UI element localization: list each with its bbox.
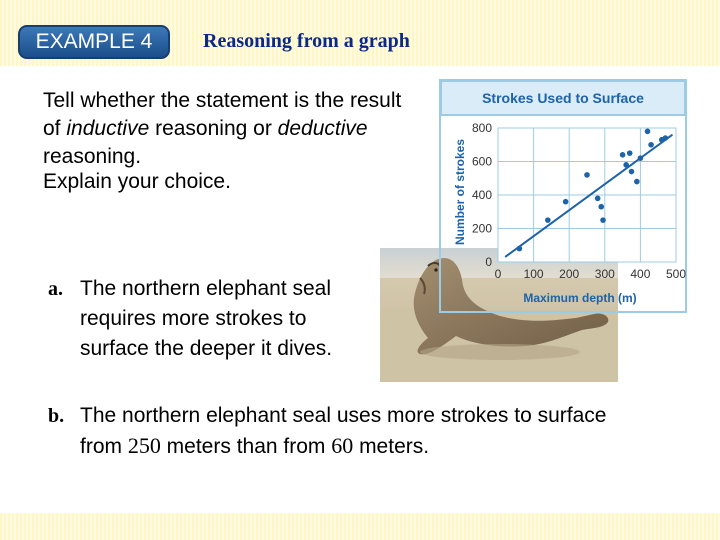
example-title: Reasoning from a graph [203, 30, 410, 52]
data-point [663, 135, 669, 141]
data-point [623, 162, 629, 168]
item-b-text [80, 401, 648, 462]
prompt-part-2: reasoning [149, 117, 248, 140]
scatter-chart [440, 80, 686, 312]
x-tick-label: 100 [523, 267, 544, 281]
example-badge: EXAMPLE 4 [18, 25, 170, 59]
prompt-part-1: Tell whether the statement is the result of [43, 89, 402, 140]
item-b-num-60: 60 [331, 433, 354, 458]
chart-plot [440, 80, 686, 312]
data-point [629, 169, 635, 175]
data-point [648, 142, 654, 148]
prompt-part-3: reasoning. [43, 145, 142, 168]
item-a-letter: a. [48, 278, 63, 300]
prompt-text [43, 87, 403, 196]
data-point [545, 217, 551, 223]
data-point [645, 129, 651, 135]
prompt-deductive: deductive [277, 117, 368, 140]
item-a [48, 274, 348, 364]
data-point [598, 204, 604, 210]
y-tick-label: 800 [471, 121, 492, 135]
data-point [627, 150, 633, 156]
x-tick-label: 500 [665, 267, 687, 281]
prompt-or: or [247, 117, 278, 140]
prompt-inductive: inductive [66, 117, 150, 140]
y-tick-label: 600 [471, 154, 492, 169]
x-axis-label: Maximum depth (m) [523, 291, 637, 305]
x-tick-label: 200 [559, 267, 580, 281]
item-b [48, 401, 648, 462]
item-a-text: The northern elephant seal requires more strokes to surface the deeper it dives. [80, 277, 333, 360]
y-tick-label: 200 [471, 221, 492, 236]
y-tick-label: 400 [471, 188, 492, 202]
item-b-letter: b. [48, 405, 65, 427]
data-point [620, 152, 626, 158]
x-tick-label: 0 [494, 267, 502, 281]
data-point [634, 179, 640, 185]
data-point [638, 155, 644, 161]
data-point [595, 196, 601, 202]
data-point [563, 199, 569, 205]
data-point [584, 172, 590, 178]
footer-bar [0, 513, 720, 540]
item-b-part-2: meters than from [160, 435, 332, 458]
data-point [600, 217, 606, 223]
x-tick-label: 400 [630, 267, 651, 281]
data-point [517, 246, 523, 252]
item-b-part-3: meters. [353, 435, 430, 458]
y-tick-label: 0 [485, 255, 492, 269]
y-axis-label: Number of strokes [453, 138, 467, 246]
prompt-explain: Explain your choice. [43, 170, 231, 193]
item-b-part-1: The northern elephant seal uses more strokes to surface from [80, 404, 607, 458]
item-b-num-250: 250 [127, 433, 161, 458]
x-tick-label: 300 [594, 267, 615, 281]
chart-title: Strokes Used to Surface [440, 80, 686, 116]
